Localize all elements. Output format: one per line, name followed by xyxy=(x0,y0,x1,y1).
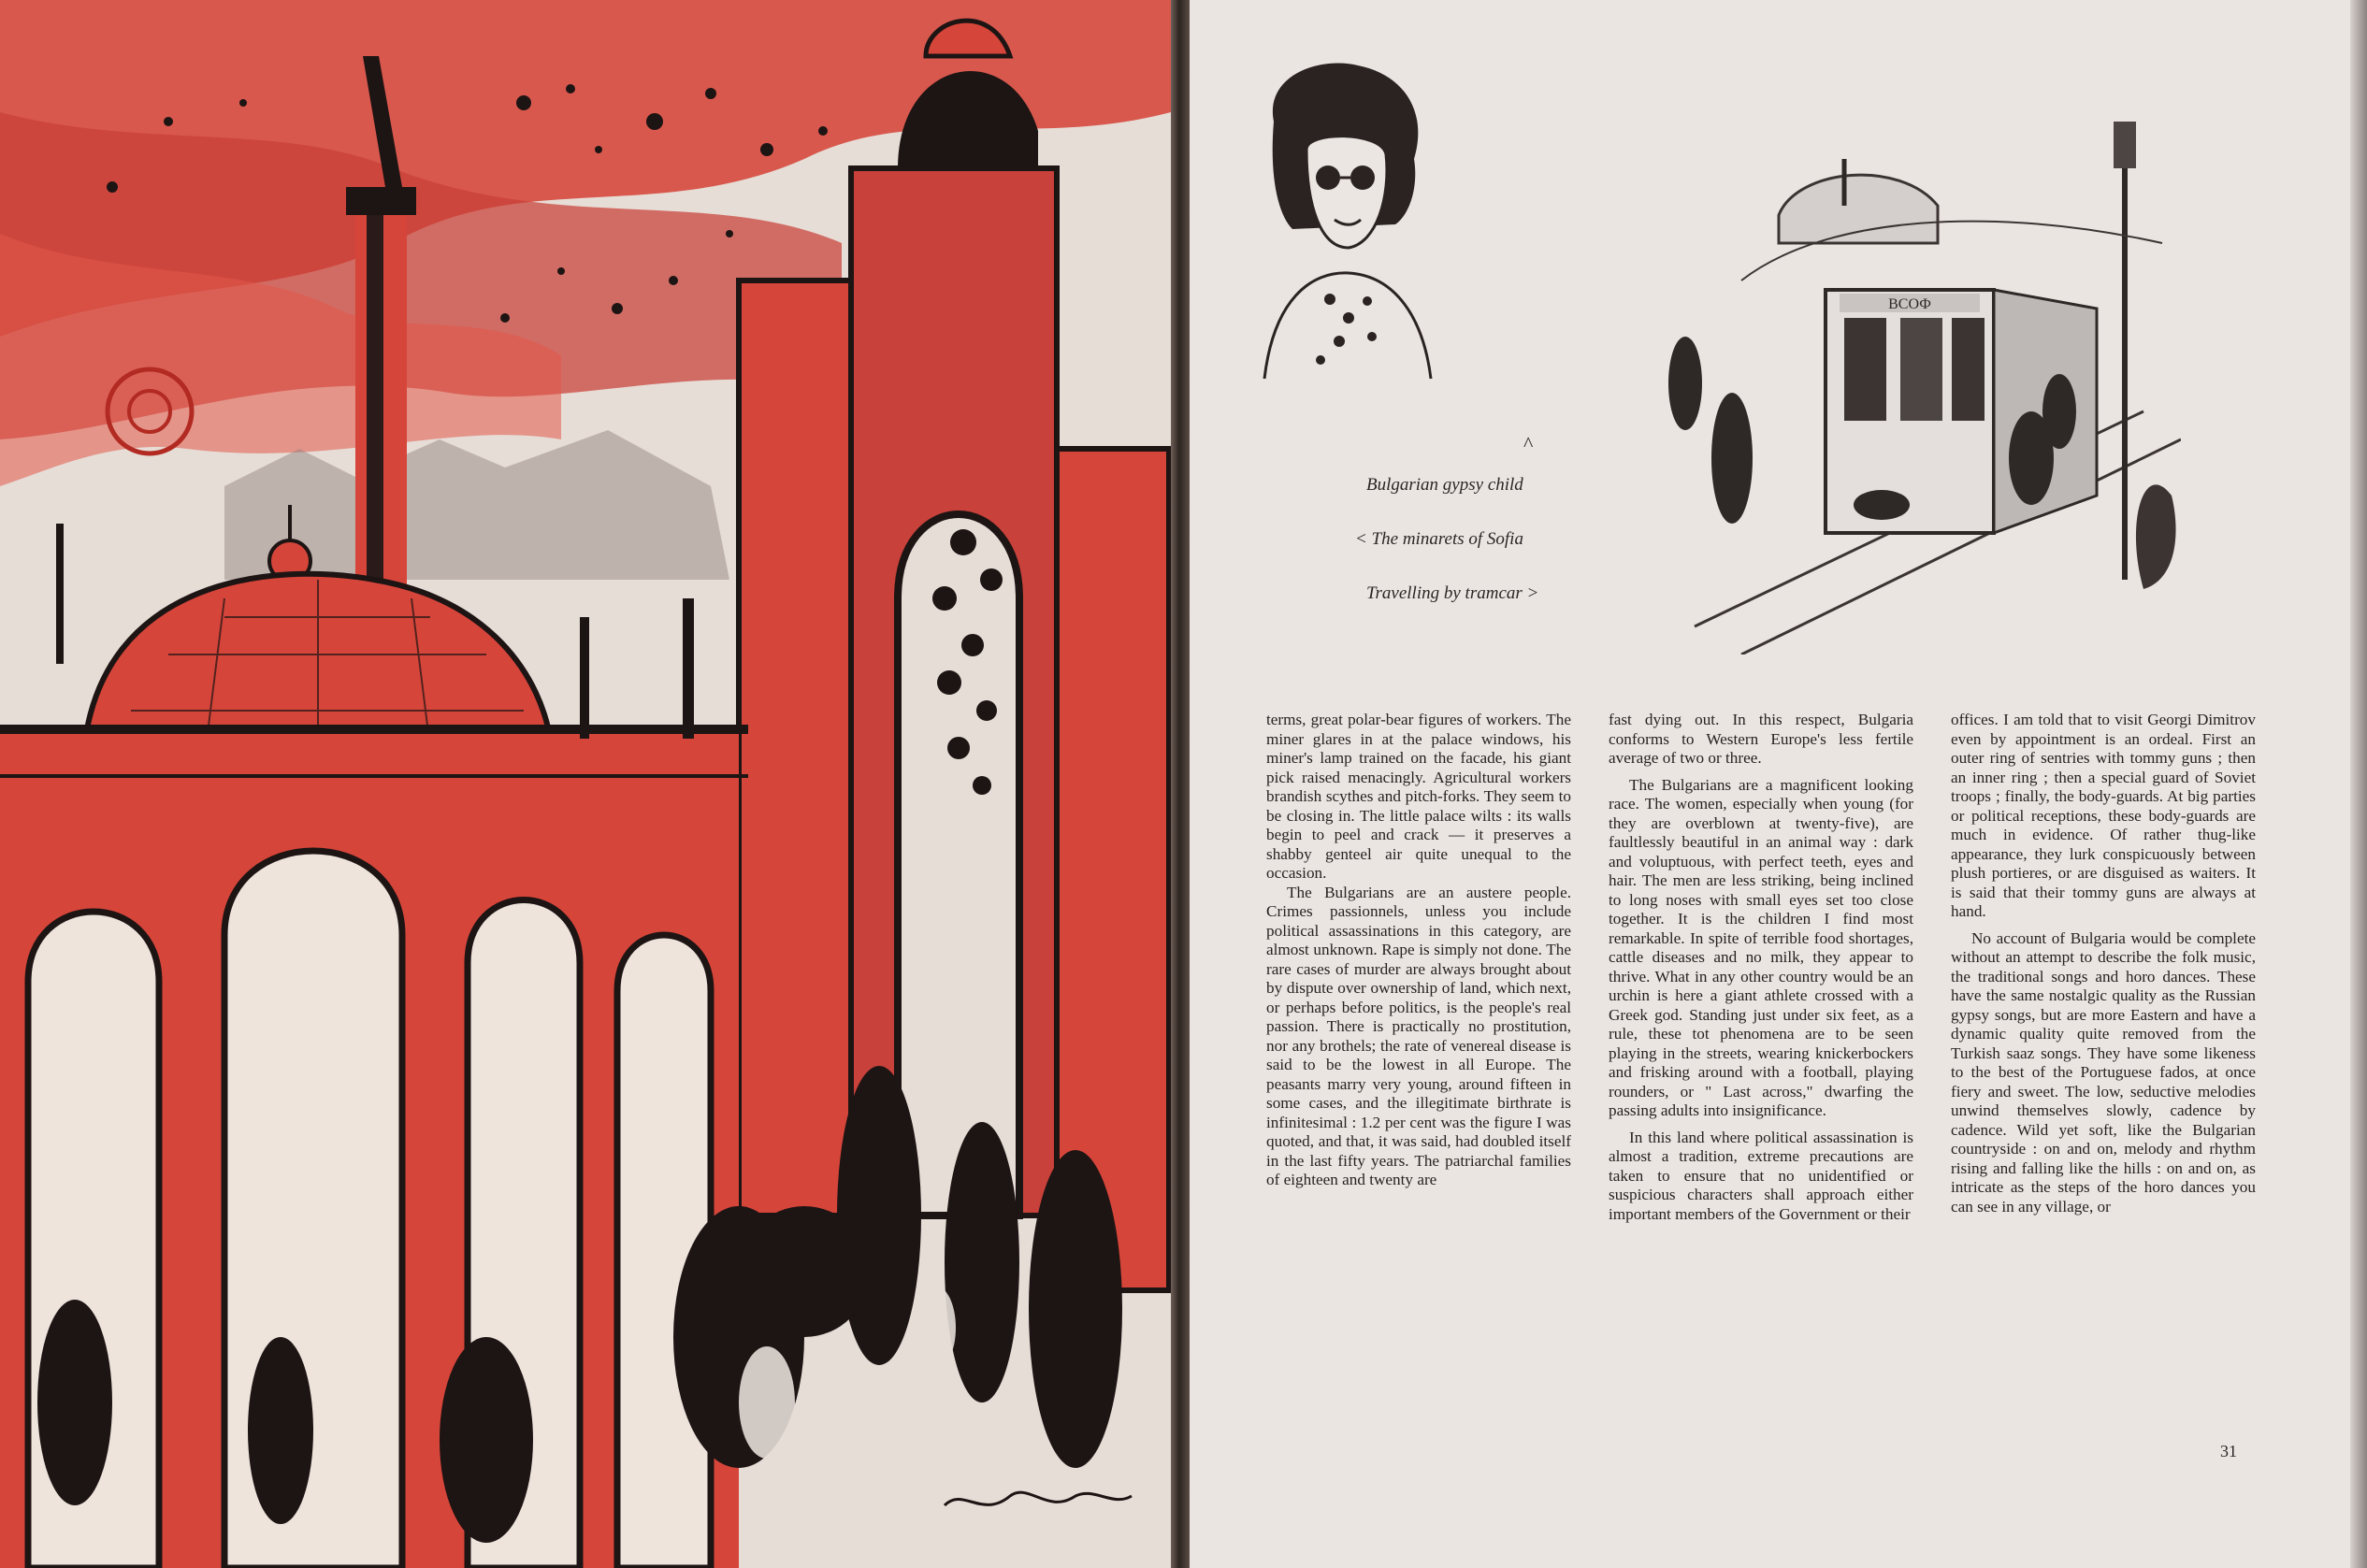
text-column-2 xyxy=(1609,711,1913,1224)
left-page xyxy=(0,0,1171,1568)
col3-paragraph-2: No account of Bulgaria would be complete without an attempt to describe the folk music, the traditional songs and horo dances. These have the same nostalgic quality as the Russian gypsy songs, but are more Eastern and have a dynamic quality quite removed from the Turkish saaz songs. They have some likeness to the best of the Portuguese fados, at once fiery and sweet. The low, seductive melodies unwind themselves slowly, cadence by cadence. Wild yet soft, like the Bulgarian countryside : on and on, melody and rhythm rising and falling like the hills : on and on, as intricate as the steps of the horo dances you can see in any village, or xyxy=(1951,928,2256,1216)
binding-gutter xyxy=(1171,0,1190,1568)
gypsy-child-sketch xyxy=(1255,56,1433,416)
col1-paragraph-1: terms, great polar-bear figures of workers. The miner glares in at the palace windows, his miner's lamp trained on the facade, his giant pick raised menacingly. Agricultural workers brandish scythes and pitch-forks. They seem to be closing in. The little palace wilts : its walls begin to peel and crack — it preserves a shabby genteel air quite unequal to the occasion. xyxy=(1266,711,1571,882)
page-edge xyxy=(2350,0,2367,1568)
right-page xyxy=(1190,0,2367,1568)
col1-paragraph-2: The Bulgarians are an austere people. Crimes passionnels, unless you include political assassinations in this category, are almost unknown. Rape is simply not done. The rare cases of murder are always brought about by dispute over ownership of land, which next, or perhaps before politics, is the people's real passion. There is practically no prostitution, nor any brothels; the rate of venereal disease is said to be the lowest in all Europe. The peasants marry very young, around fifteen in some cases, and the illegitimate birthrate is infinitesimal : 1.2 per cent was the figure I was quoted, and that, it was said, had doubled itself in the last fifty years. The patriarchal families of eighteen and twenty are xyxy=(1266,883,1571,1188)
caret-up-icon: ^ xyxy=(1523,432,1534,455)
tram-sign: ВСОФ xyxy=(1888,296,1931,312)
col2-paragraph-3: In this land where political assassination is almost a tradition, extreme precautions are taken to ensure that no unidentified or suspicious characters shall approach either important members of the Government or their xyxy=(1609,1128,1913,1223)
col2-paragraph-2: The Bulgarians are a magnificent looking race. The women, especially when young (for they are overblown at twenty-five), are faultlessly beautiful in an animal way : dark and voluptuous, with perfect teeth, eyes and hair. The men are less striking, being inclined to long noses with small eyes set too close together. It is the children I find most remarkable. In spite of terrible food shortages, cattle diseases and no milk, they appear to thrive. What in any other country would be an urchin is here a giant athlete crossed with a Greek god. Standing just under six feet, as a rule, these tot phenomena are to be seen playing in the streets, wearing knickerbockers and frisking around with a football, playing rounders, or " Last across," dwarfing the passing adults into insignificance. xyxy=(1609,775,1913,1119)
col2-paragraph-1: fast dying out. In this respect, Bulgaria conforms to Western Europe's less fertile average of two or three. xyxy=(1609,711,1913,767)
caption-minarets: < The minarets of Sofia xyxy=(1355,529,1523,549)
minarets-of-sofia-illustration xyxy=(0,0,1171,1568)
col3-paragraph-1: offices. I am told that to visit Georgi Dimitrov even by appointment is an ordeal. First an outer ring of sentries with tommy guns ; then an inner ring ; then a special guard of Soviet troops ; finally, the body-guards. At big parties or political receptions, these body-guards are much in evidence. Of rather thug-like appearance, they lurk conspicuously between plush portieres, or are disguised as waiters. It is said that their tommy guns are always at hand. xyxy=(1951,711,2256,920)
text-column-1 xyxy=(1266,711,1571,1190)
page-number: 31 xyxy=(2220,1442,2237,1460)
caption-gypsy-child: Bulgarian gypsy child xyxy=(1366,475,1523,495)
tramcar-sketch xyxy=(1657,103,2181,655)
caption-tramcar: Travelling by tramcar > xyxy=(1366,583,1539,603)
text-column-3 xyxy=(1951,711,2256,1216)
